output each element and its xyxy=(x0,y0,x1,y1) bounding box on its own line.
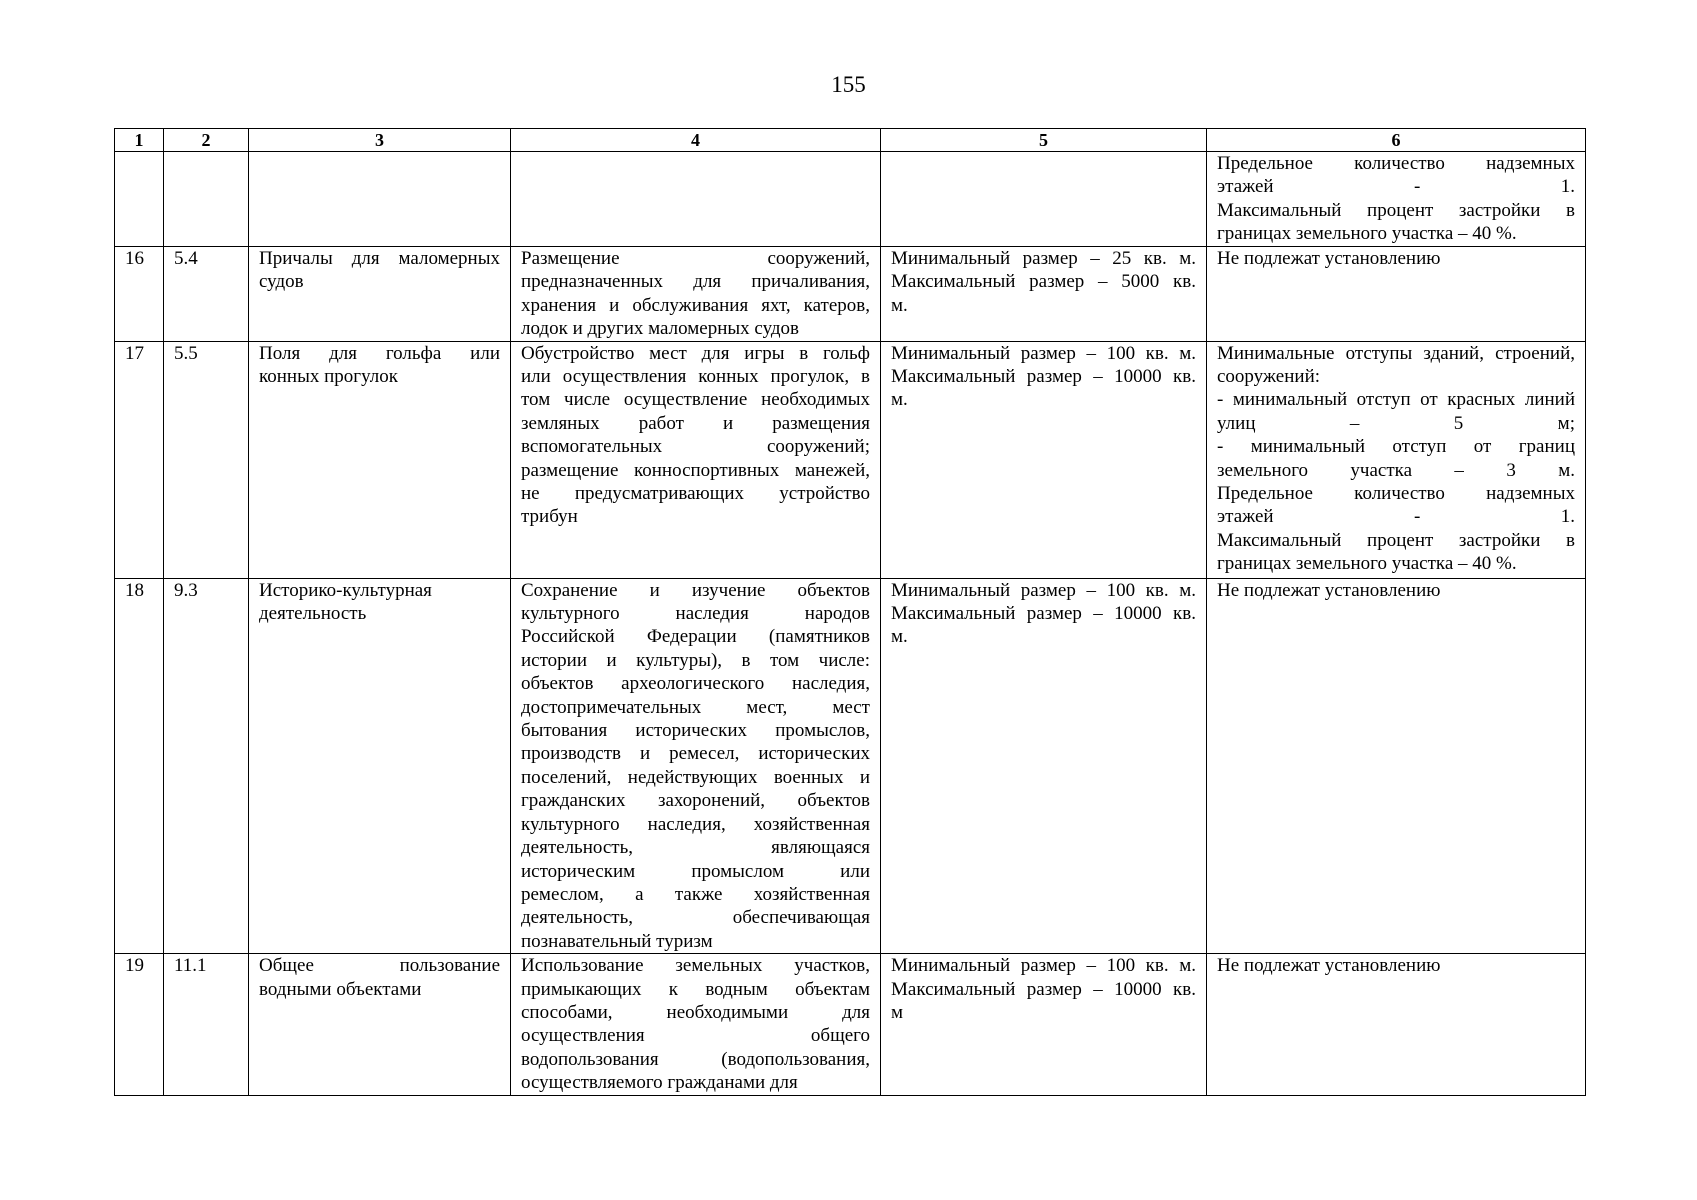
cell-code: 5.4 xyxy=(164,247,249,342)
cell-line: или осуществления конных прогулок, в xyxy=(521,366,870,388)
cell-name xyxy=(249,152,511,247)
cell-number: 17 xyxy=(115,341,164,578)
cell-line: деятельность, обеспечивающая xyxy=(521,907,870,929)
cell-line: примыкающих к водным объектам xyxy=(521,978,870,1000)
cell-line: Обустройство мест для игры в гольф xyxy=(521,342,870,364)
cell-line: деятельность xyxy=(259,603,367,625)
cell-line: Максимальный процент застройки в xyxy=(1217,529,1575,551)
cell-line: водопользования (водопользования, xyxy=(521,1048,870,1070)
cell-line: культурного наследия народов xyxy=(521,603,870,625)
cell-line: улиц – 5 м; xyxy=(1217,412,1575,434)
col-header-3: 3 xyxy=(249,129,511,152)
cell-line: м. xyxy=(891,294,908,316)
col-header-1: 1 xyxy=(115,129,164,152)
cell-line: вспомогательных сооружений; xyxy=(521,436,870,458)
cell-params xyxy=(1207,954,1586,1095)
cell-code: 9.3 xyxy=(164,578,249,954)
cell-line: трибун xyxy=(521,506,578,528)
cell-line: объектов археологического наследия, xyxy=(521,673,870,695)
cell-line: Не подлежат установлению xyxy=(1217,579,1441,601)
table-row xyxy=(115,954,1586,1095)
cell-line: деятельность, являющаяся xyxy=(521,837,870,859)
cell-line: лодок и других маломерных судов xyxy=(521,318,800,340)
cell-name xyxy=(249,247,511,342)
cell-line: Максимальный размер – 5000 кв. xyxy=(891,271,1196,293)
col-header-4: 4 xyxy=(511,129,881,152)
cell-line: Минимальный размер – 100 кв. м. xyxy=(891,579,1196,601)
cell-line: земельного участка – 3 м. xyxy=(1217,459,1575,481)
cell-line: достопримечательных мест, мест xyxy=(521,696,870,718)
col-header-2: 2 xyxy=(164,129,249,152)
cell-line: бытования исторических промыслов, xyxy=(521,720,870,742)
cell-line: Максимальный размер – 10000 кв. xyxy=(891,978,1196,1000)
cell-number: 16 xyxy=(115,247,164,342)
cell-line: ремеслом, а также хозяйственная xyxy=(521,883,870,905)
cell-line: Минимальные отступы зданий, строений, xyxy=(1217,342,1575,364)
table-header-row xyxy=(115,129,1586,152)
cell-line: Не подлежат установлению xyxy=(1217,955,1441,977)
cell-line: этажей - 1. xyxy=(1217,176,1575,198)
cell-line: осуществляемого гражданами для xyxy=(521,1072,798,1094)
cell-line: этажей - 1. xyxy=(1217,506,1575,528)
cell-line: том числе осуществление необходимых xyxy=(521,389,870,411)
cell-line: Сохранение и изучение объектов xyxy=(521,579,870,601)
page-number: 155 xyxy=(831,72,866,97)
cell-params xyxy=(1207,578,1586,954)
land-use-table xyxy=(114,128,1586,1096)
cell-line: Российской Федерации (памятников xyxy=(521,626,870,648)
cell-line: Историко-культурная xyxy=(259,579,432,601)
cell-line: Максимальный размер – 10000 кв. xyxy=(891,366,1196,388)
cell-line: Минимальный размер – 100 кв. м. xyxy=(891,342,1196,364)
cell-line: хранения и обслуживания яхт, катеров, xyxy=(521,294,870,316)
cell-description xyxy=(511,578,881,954)
cell-line: Максимальный размер – 10000 кв. xyxy=(891,603,1196,625)
cell-line: границах земельного участка – 40 %. xyxy=(1217,223,1517,245)
cell-line: м xyxy=(891,1001,904,1023)
cell-size xyxy=(881,578,1207,954)
cell-params xyxy=(1207,247,1586,342)
cell-line: Размещение сооружений, xyxy=(521,248,870,269)
cell-code: 11.1 xyxy=(164,954,249,1095)
cell-line: историческим промыслом или xyxy=(521,860,870,882)
cell-line: истории и культуры), в том числе: xyxy=(521,649,870,671)
cell-size xyxy=(881,954,1207,1095)
cell-line: - минимальный отступ от красных линий xyxy=(1217,389,1575,411)
cell-line: водными объектами xyxy=(259,978,422,1000)
cell-number xyxy=(115,152,164,247)
table-row xyxy=(115,152,1586,247)
cell-line: Предельное количество надземных xyxy=(1217,153,1575,174)
cell-line: не предусматривающих устройство xyxy=(521,483,870,505)
cell-line: земляных работ и размещения xyxy=(521,412,870,434)
cell-line: Общее пользование xyxy=(259,955,500,977)
cell-code: 5.5 xyxy=(164,341,249,578)
cell-size xyxy=(881,247,1207,342)
cell-params xyxy=(1207,152,1586,247)
cell-line: Максимальный процент застройки в xyxy=(1217,199,1575,221)
cell-params xyxy=(1207,341,1586,578)
cell-line: Поля для гольфа или xyxy=(259,342,500,364)
col-header-5: 5 xyxy=(881,129,1207,152)
cell-size xyxy=(881,341,1207,578)
cell-line: Не подлежат установлению xyxy=(1217,248,1441,269)
cell-line: м. xyxy=(891,389,908,411)
cell-line: производств и ремесел, исторических xyxy=(521,743,870,765)
cell-description xyxy=(511,152,881,247)
cell-line: Минимальный размер – 100 кв. м. xyxy=(891,955,1196,977)
cell-line: размещение конноспортивных манежей, xyxy=(521,459,870,481)
cell-line: судов xyxy=(259,271,304,293)
cell-number: 18 xyxy=(115,578,164,954)
cell-number: 19 xyxy=(115,954,164,1095)
cell-line: Причалы для маломерных xyxy=(259,248,500,269)
cell-line: Предельное количество надземных xyxy=(1217,483,1575,505)
cell-line: границах земельного участка – 40 %. xyxy=(1217,553,1517,575)
cell-description xyxy=(511,247,881,342)
cell-line: Минимальный размер – 25 кв. м. xyxy=(891,248,1196,269)
table-body xyxy=(115,152,1586,1096)
table-row xyxy=(115,578,1586,954)
cell-line: м. xyxy=(891,626,908,648)
cell-line: культурного наследия, хозяйственная xyxy=(521,813,870,835)
cell-line: конных прогулок xyxy=(259,366,398,388)
cell-line: гражданских захоронений, объектов xyxy=(521,790,870,812)
cell-line: Использование земельных участков, xyxy=(521,955,870,977)
col-header-6: 6 xyxy=(1207,129,1586,152)
cell-line: способами, необходимыми для xyxy=(521,1001,870,1023)
cell-line: поселений, недействующих военных и xyxy=(521,766,870,788)
table-row xyxy=(115,247,1586,342)
cell-line: - минимальный отступ от границ xyxy=(1217,436,1575,458)
cell-line: осуществления общего xyxy=(521,1025,870,1047)
cell-description xyxy=(511,341,881,578)
cell-size xyxy=(881,152,1207,247)
cell-line: предназначенных для причаливания, xyxy=(521,271,870,293)
table-row xyxy=(115,341,1586,578)
cell-line: познавательный туризм xyxy=(521,930,713,952)
cell-line: сооружений: xyxy=(1217,366,1321,388)
cell-name xyxy=(249,578,511,954)
cell-description xyxy=(511,954,881,1095)
cell-name xyxy=(249,954,511,1095)
cell-code xyxy=(164,152,249,247)
cell-name xyxy=(249,341,511,578)
